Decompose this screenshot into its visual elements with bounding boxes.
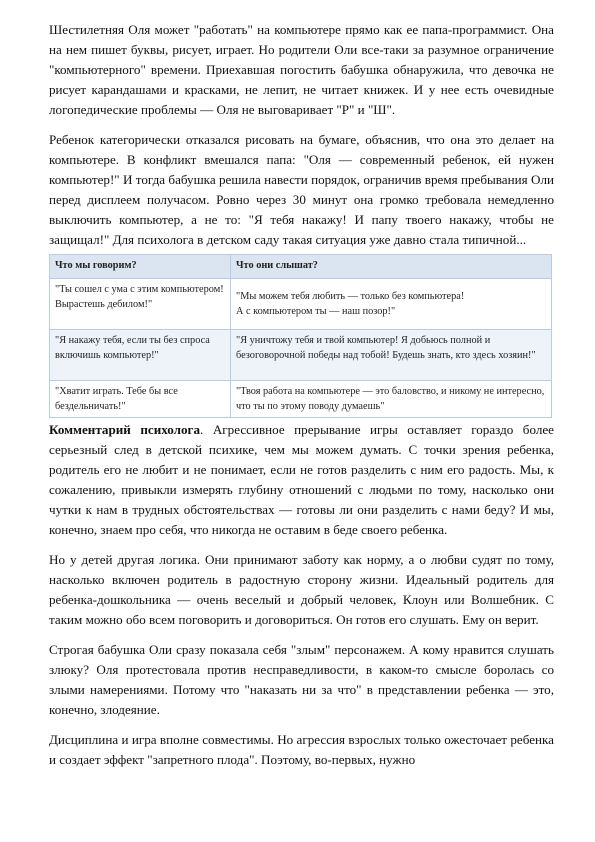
child-logic-paragraph: Но у детей другая логика. Они принимают заботу как норму, а о любви судят по тому, насколько включен родитель в радостную сторону жизни. Идеальный родитель для ребенка-дошкольника — очень веселый и добрый человек, Клоун или Волшебник. С таким можно обо всем поговорить и договориться. Он готов его слушать. Ему он верит. <box>49 552 554 627</box>
table-cell-hear: "Твоя работа на компьютере — это баловство, и никому не интересно, что ты по этому поводу думаешь" <box>231 381 552 418</box>
table-header-row <box>50 255 552 279</box>
discipline-paragraph: Дисциплина и игра вполне совместимы. Но агрессия взрослых только ожесточает ребенка и создает эффект "запретного плода". Поэтому, во-первых, нужно <box>49 732 554 767</box>
grandmother-paragraph: Строгая бабушка Оли сразу показала себя "злым" персонажем. А кому нравится слушать злюку? Оля протестовала против несправедливости, в каком-то смысле боролась со злыми намерениями. Потому что "наказать ни за что" в представлении ребенка — это, конечно, злодеяние. <box>49 642 554 717</box>
table-cell-hear <box>231 279 552 330</box>
psychologist-comment-label: Комментарий психолога <box>49 422 201 437</box>
table-row <box>50 330 552 381</box>
table-row <box>50 279 552 330</box>
document-page <box>49 20 554 770</box>
intro-paragraph: Шестилетняя Оля может "работать" на компьютере прямо как ее папа-программист. Она на нем пишет буквы, рисует, играет. Но родители Оли все-таки за разумное ограничение "компьютерного" времени. Приехавшая погостить бабушка обнаружила, что девочка не рисует карандашами и красками, не лепит, не читает книжек. И у нее есть очевидные логопедические проблемы — Оля не выговаривает "Р" и "Ш". <box>49 22 554 117</box>
table-row <box>50 381 552 418</box>
psychologist-comment-paragraph <box>49 420 554 540</box>
conflict-paragraph: Ребенок категорически отказался рисовать на бумаге, объяснив, что она это делает на компьютере. В конфликт вмешался папа: "Оля — современный ребенок, ей нужен компьютер!" И тогда бабушка решила навести порядок, ограничив время пребывания Оли перед дисплеем получасом. Ровно через 30 минут она громко требовала немедленно выключить компьютер, а не то: "Я тебя накажу! И папу твоего накажу, чтобы не защищал!" Для психолога в детском саду такая ситуация уже давно стала типичной... <box>49 132 554 247</box>
table-cell-hear-line: "Мы можем тебя любить — только без компьютера! <box>236 291 465 302</box>
psychologist-comment-text: . Агрессивное прерывание игры оставляет гораздо более серьезный след в детской психике, чем мы можем думать. С точки зрения ребенка, родитель его не любит и не понимает, если не готов разделить с ним его радость. Мы, к сожалению, привыкли измерять глубину отношений с людьми по тому, насколько они чутки к нам в трудных обстоятельствах — готовы ли они разделить с нами беду? И мы, конечно, знаем про себя, что никогда не оставим в беде своего ребенка. <box>49 422 554 537</box>
table-cell-say: "Ты сошел с ума с этим компьютером! Вырастешь дебилом!" <box>50 279 231 330</box>
table-cell-say: "Я накажу тебя, если ты без спроса включишь компьютер!" <box>50 330 231 381</box>
column-header-hear: Что они слышат? <box>231 255 552 279</box>
table-cell-hear-line: А с компьютером ты — наш позор!" <box>236 306 396 317</box>
table-cell-hear: "Я уничтожу тебя и твой компьютер! Я добьюсь полной и безоговорочной победы над тобой! Будешь знать, кто здесь хозяин!" <box>231 330 552 381</box>
say-vs-hear-table <box>49 254 552 418</box>
column-header-say: Что мы говорим? <box>50 255 231 279</box>
table-cell-say: "Хватит играть. Тебе бы все бездельничать!" <box>50 381 231 418</box>
